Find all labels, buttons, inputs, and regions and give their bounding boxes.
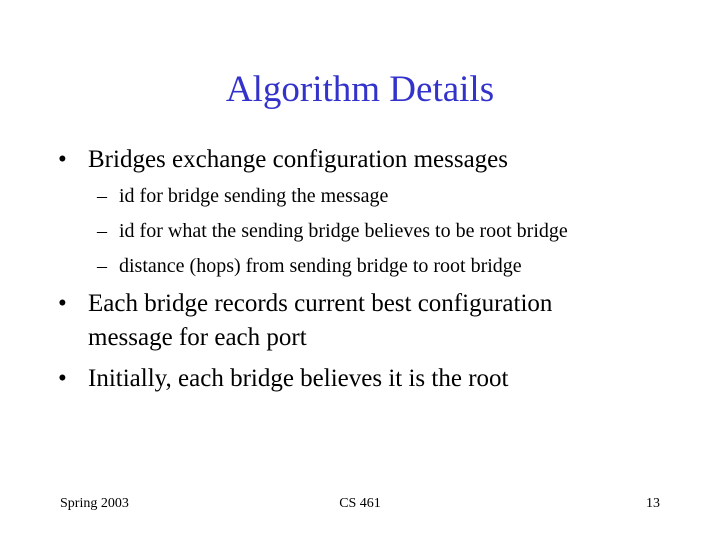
bullet-text: Bridges exchange configuration messages — [88, 146, 509, 173]
footer-page-number: 13 — [646, 496, 660, 511]
sub-bullet-marker: – — [97, 185, 107, 207]
footer-date: Spring 2003 — [60, 496, 129, 511]
bullet-marker: • — [58, 365, 67, 392]
bullet-text-continuation: message for each port — [88, 324, 307, 351]
bullet-text: Initially, each bridge believes it is the root — [88, 365, 509, 392]
bullet-text: Each bridge records current best configuration — [88, 290, 553, 317]
sub-bullet-text: id for what the sending bridge believes to be root bridge — [119, 220, 568, 242]
bullet-marker: • — [58, 290, 67, 317]
sub-bullet-text: id for bridge sending the message — [119, 185, 389, 207]
sub-bullet-marker: – — [97, 220, 107, 242]
slide-title: Algorithm Details — [225, 69, 495, 110]
bullet-marker: • — [58, 146, 67, 173]
footer-course: CS 461 — [339, 496, 381, 511]
sub-bullet-text: distance (hops) from sending bridge to root bridge — [119, 255, 522, 277]
sub-bullet-marker: – — [97, 255, 107, 277]
